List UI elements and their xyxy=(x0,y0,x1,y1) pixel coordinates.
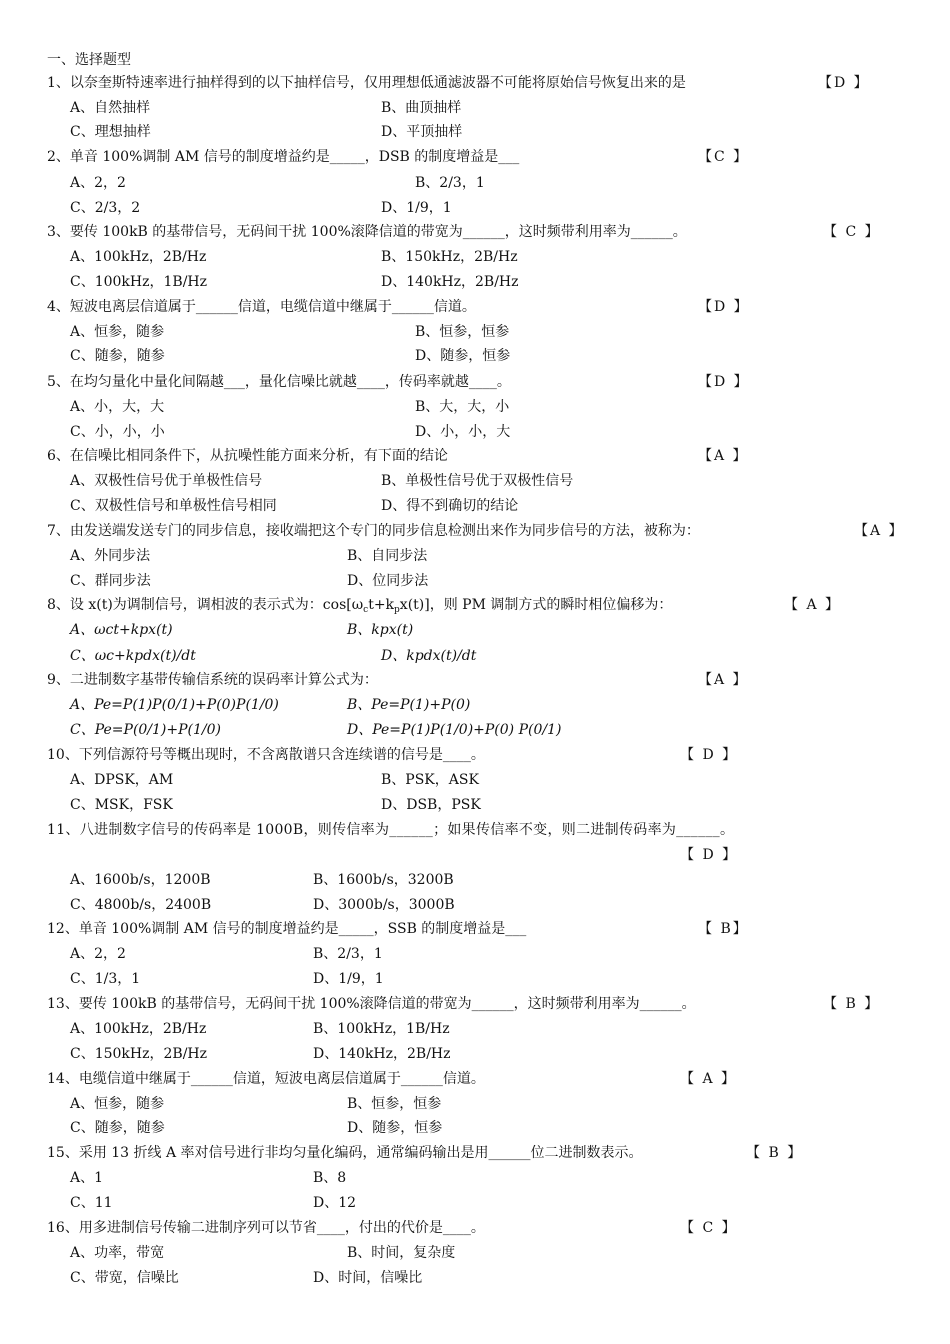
question-15-option-c: C、11 xyxy=(70,1195,113,1211)
question-8-text-part3: x(t)]，则 PM 调制方式的瞬时相位偏移为： xyxy=(399,597,673,613)
question-6-option-b: B、单极性信号优于双极性信号 xyxy=(381,473,574,489)
question-15-answer: 【 B 】 xyxy=(746,1145,804,1161)
question-15-option-b: B、8 xyxy=(313,1170,347,1186)
question-7-option-d: D、位同步法 xyxy=(347,573,429,589)
question-13-option-a: A、100kHz，2B/Hz xyxy=(70,1021,207,1037)
question-8-sub-p: p xyxy=(394,605,400,615)
question-16-text: 16、用多进制信号传输二进制序列可以节省____，付出的代价是____。 xyxy=(47,1220,485,1236)
question-2-answer: 【C 】 xyxy=(698,149,750,165)
question-5-option-d: D、小，小，大 xyxy=(415,424,511,440)
question-13-option-d: D、140kHz，2B/Hz xyxy=(313,1046,451,1062)
question-10-option-c: C、MSK，FSK xyxy=(70,797,173,813)
question-12-text: 12、单音 100%调制 AM 信号的制度增益约是_____，SSB 的制度增益是___ xyxy=(47,921,527,937)
question-15-text: 15、采用 13 折线 A 率对信号进行非均匀量化编码，通常编码输出是用______位二进制数表示。 xyxy=(47,1145,643,1161)
question-13-option-c: C、150kHz，2B/Hz xyxy=(70,1046,207,1062)
question-2-option-b: B、2/3，1 xyxy=(415,175,485,191)
question-2-option-d: D、1/9，1 xyxy=(381,200,452,216)
question-7-answer: 【A 】 xyxy=(854,523,905,539)
question-10-option-a: A、DPSK，AM xyxy=(70,772,174,788)
question-5-answer: 【D 】 xyxy=(698,374,750,390)
question-8-answer: 【 A 】 xyxy=(784,597,842,613)
question-4-text: 4、短波电离层信道属于______信道，电缆信道中继属于______信道。 xyxy=(47,299,476,315)
question-8-text-part1: 8、设 x(t)为调制信号，调相波的表示式为：cos[ω xyxy=(47,597,364,613)
question-14-option-c: C、随参，随参 xyxy=(70,1120,165,1136)
question-1-option-a: A、自然抽样 xyxy=(70,100,151,116)
question-5-option-a: A、小，大，大 xyxy=(70,399,165,415)
question-1-option-d: D、平顶抽样 xyxy=(381,124,463,140)
question-9-option-c: C、Pe=P(0/1)+P(1/0) xyxy=(70,722,221,738)
question-4-answer: 【D 】 xyxy=(698,299,750,315)
question-13-option-b: B、100kHz，1B/Hz xyxy=(313,1021,450,1037)
question-11-option-d: D、3000b/s，3000B xyxy=(313,897,455,913)
question-1-text: 1、以奈奎斯特速率进行抽样得到的以下抽样信号，仅用理想低通滤波器不可能将原始信号恢复出来的是 xyxy=(47,75,686,91)
question-5-text: 5、在均匀量化中量化间隔越___，量化信噪比就越____，传码率就越____。 xyxy=(47,374,511,390)
question-8-option-a: A、ωct+kpx(t) xyxy=(70,622,173,638)
question-12-option-c: C、1/3，1 xyxy=(70,971,141,987)
question-7-text: 7、由发送端发送专门的同步信息，接收端把这个专门的同步信息检测出来作为同步信号的方法，被称为： xyxy=(47,523,700,539)
question-14-option-a: A、恒参，随参 xyxy=(70,1096,165,1112)
question-2-text: 2、单音 100%调制 AM 信号的制度增益约是_____，DSB 的制度增益是___ xyxy=(47,149,520,165)
question-4-option-d: D、随参，恒参 xyxy=(415,348,511,364)
question-11-option-a: A、1600b/s，1200B xyxy=(70,872,211,888)
question-6-option-c: C、双极性信号和单极性信号相同 xyxy=(70,498,277,514)
question-14-option-b: B、恒参，恒参 xyxy=(347,1096,442,1112)
question-8-option-d: D、kpdx(t)/dt xyxy=(381,648,477,664)
question-16-option-d: D、时间，信噪比 xyxy=(313,1270,423,1286)
question-8-text-part2: t+k xyxy=(368,597,395,613)
question-2-option-a: A、2，2 xyxy=(70,175,126,191)
question-16-option-a: A、功率，带宽 xyxy=(70,1245,165,1261)
question-6-option-a: A、双极性信号优于单极性信号 xyxy=(70,473,263,489)
question-8-text xyxy=(47,594,672,614)
question-9-option-b: B、Pe=P(1)+P(0) xyxy=(347,697,471,713)
question-1-answer: 【D 】 xyxy=(818,75,870,91)
question-10-answer: 【 D 】 xyxy=(680,747,739,763)
question-15-option-d: D、12 xyxy=(313,1195,357,1211)
question-3-option-a: A、100kHz，2B/Hz xyxy=(70,249,207,265)
question-6-option-d: D、得不到确切的结论 xyxy=(381,498,519,514)
question-10-option-d: D、DSB，PSK xyxy=(381,797,481,813)
section-title: 一、选择题型 xyxy=(47,52,131,68)
question-14-option-d: D、随参，恒参 xyxy=(347,1120,443,1136)
question-5-option-c: C、小，小，小 xyxy=(70,424,165,440)
question-9-answer: 【A 】 xyxy=(698,672,749,688)
question-7-option-a: A、外同步法 xyxy=(70,548,151,564)
question-10-text: 10、下列信源符号等概出现时，不含离散谱只含连续谱的信号是____。 xyxy=(47,747,485,763)
question-11-option-c: C、4800b/s，2400B xyxy=(70,897,212,913)
question-7-option-c: C、群同步法 xyxy=(70,573,151,589)
question-1-option-c: C、理想抽样 xyxy=(70,124,151,140)
question-3-text: 3、要传 100kB 的基带信号，无码间干扰 100%滚降信道的带宽为______，这时频带利用率为______。 xyxy=(47,224,687,240)
question-4-option-b: B、恒参，恒参 xyxy=(415,324,510,340)
question-4-option-c: C、随参，随参 xyxy=(70,348,165,364)
question-11-option-b: B、1600b/s，3200B xyxy=(313,872,454,888)
question-3-option-d: D、140kHz，2B/Hz xyxy=(381,274,519,290)
question-16-option-c: C、带宽，信噪比 xyxy=(70,1270,179,1286)
question-9-option-a: A、Pe=P(1)P(0/1)+P(0)P(1/0) xyxy=(70,697,279,713)
question-13-answer: 【 B 】 xyxy=(823,996,881,1012)
question-6-answer: 【A 】 xyxy=(698,448,749,464)
question-12-option-d: D、1/9，1 xyxy=(313,971,384,987)
question-12-option-a: A、2，2 xyxy=(70,946,126,962)
question-13-text: 13、要传 100kB 的基带信号，无码间干扰 100%滚降信道的带宽为______，这时频带利用率为______。 xyxy=(47,996,696,1012)
question-14-answer: 【 A 】 xyxy=(680,1071,738,1087)
question-8-option-c: C、ωc+kpdx(t)/dt xyxy=(70,648,196,664)
question-11-answer: 【 D 】 xyxy=(680,847,739,863)
question-3-option-b: B、150kHz，2B/Hz xyxy=(381,249,518,265)
question-4-option-a: A、恒参，随参 xyxy=(70,324,165,340)
question-8-sub-c: c xyxy=(363,605,369,615)
question-6-text: 6、在信噪比相同条件下，从抗噪性能方面来分析，有下面的结论 xyxy=(47,448,448,464)
question-12-answer: 【 B】 xyxy=(698,921,749,937)
question-3-answer: 【 C 】 xyxy=(823,224,881,240)
question-7-option-b: B、自同步法 xyxy=(347,548,428,564)
question-16-option-b: B、时间，复杂度 xyxy=(347,1245,456,1261)
question-15-option-a: A、1 xyxy=(70,1170,104,1186)
question-1-option-b: B、曲顶抽样 xyxy=(381,100,462,116)
question-3-option-c: C、100kHz，1B/Hz xyxy=(70,274,207,290)
question-8-option-b: B、kpx(t) xyxy=(347,622,414,638)
question-10-option-b: B、PSK，ASK xyxy=(381,772,479,788)
question-9-option-d: D、Pe=P(1)P(1/0)+P(0) P(0/1) xyxy=(347,722,562,738)
question-16-answer: 【 C 】 xyxy=(680,1220,738,1236)
question-5-option-b: B、大，大，小 xyxy=(415,399,510,415)
question-2-option-c: C、2/3，2 xyxy=(70,200,141,216)
question-9-text: 9、二进制数字基带传输信系统的误码率计算公式为： xyxy=(47,672,378,688)
question-11-text: 11、八进制数字信号的传码率是 1000B，则传信率为______；如果传信率不变，则二进制传码率为______。 xyxy=(47,822,735,838)
question-12-option-b: B、2/3，1 xyxy=(313,946,383,962)
question-14-text: 14、电缆信道中继属于______信道，短波电离层信道属于______信道。 xyxy=(47,1071,485,1087)
